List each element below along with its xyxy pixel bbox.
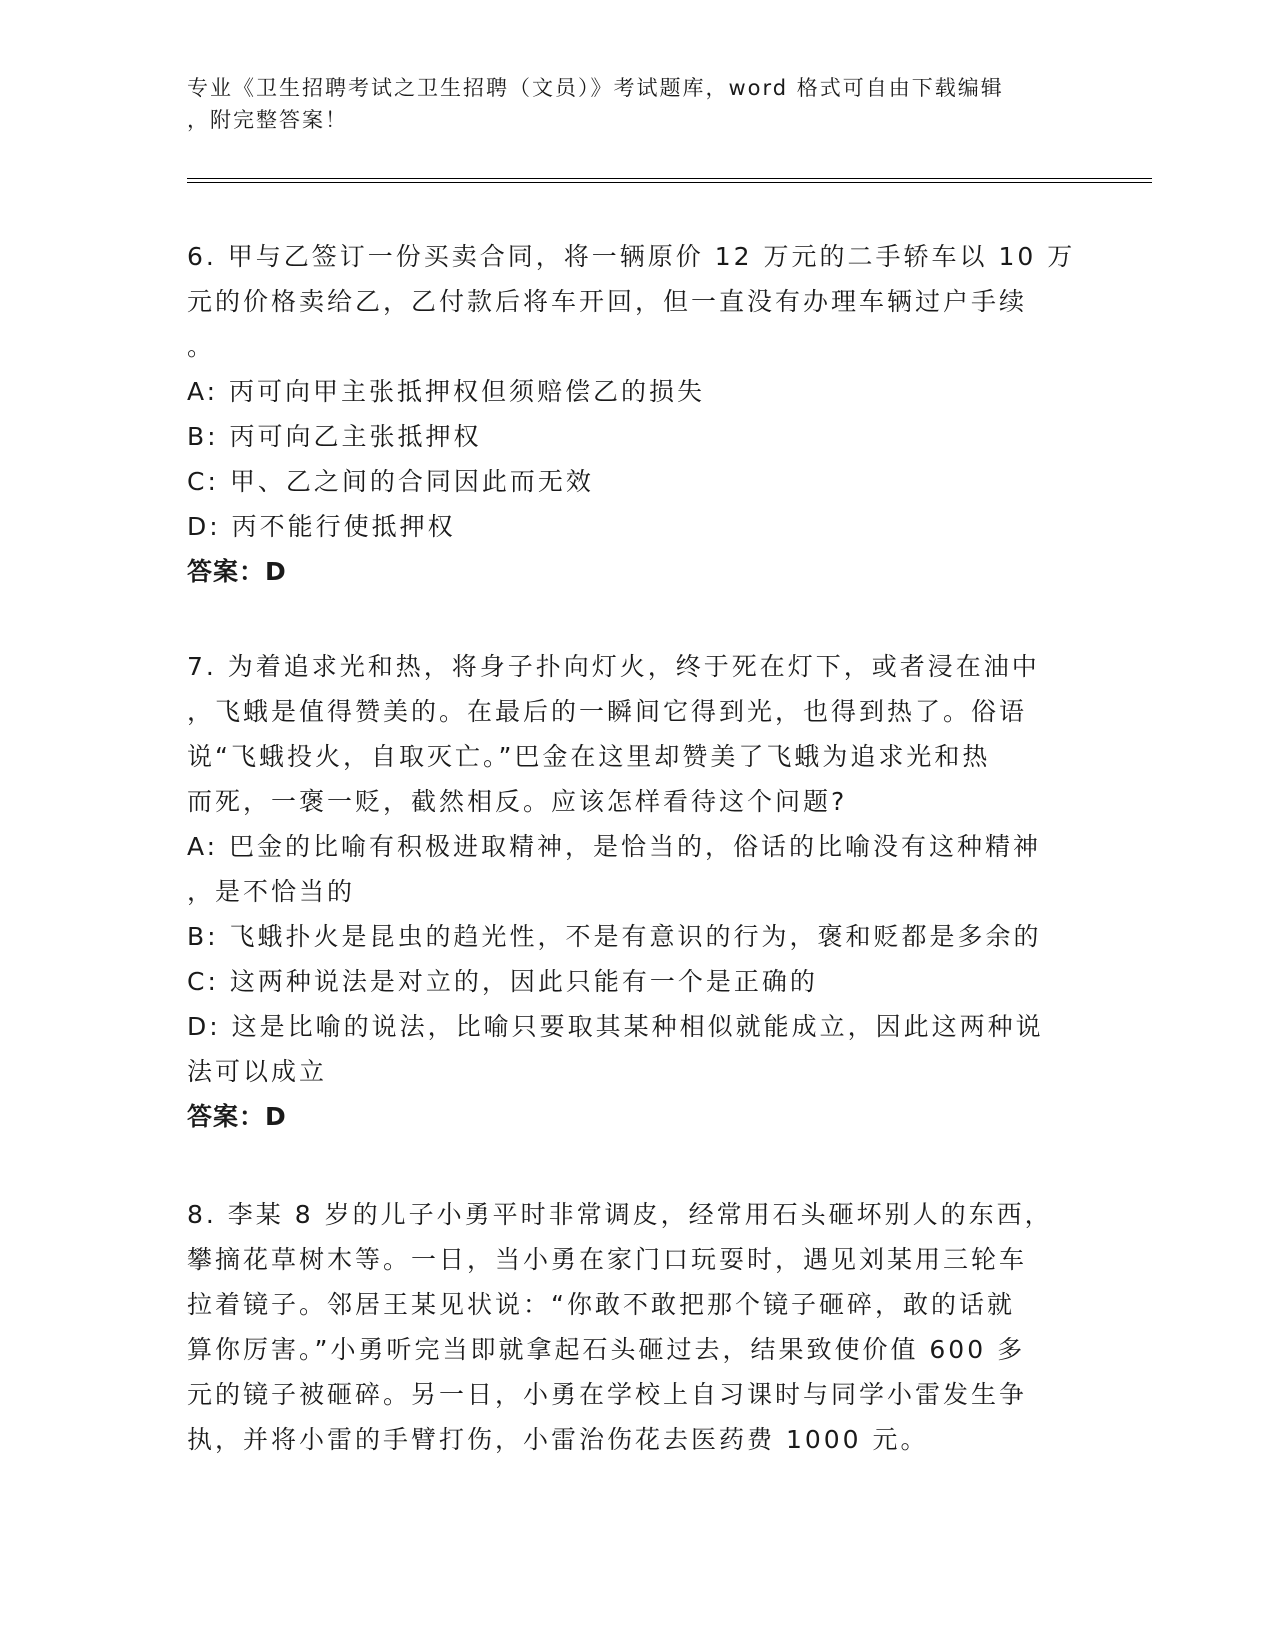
option-d: D: 丙不能行使抵押权 — [187, 512, 456, 541]
answer-label: 答案：D — [187, 557, 287, 586]
option-b: B: 飞蛾扑火是昆虫的趋光性，不是有意识的行为，褒和贬都是多余的 — [187, 922, 1042, 951]
question-stem-line: ，飞蛾是值得赞美的。在最后的一瞬间它得到光，也得到热了。俗语 — [187, 697, 1028, 726]
option-a-continued: ，是不恰当的 — [187, 877, 356, 906]
option-c: C: 甲、乙之间的合同因此而无效 — [187, 467, 594, 496]
option-d-continued: 法可以成立 — [187, 1057, 328, 1086]
question-7 — [187, 644, 1087, 1139]
header-rule-bottom — [187, 182, 1152, 183]
question-stem-line: 拉着镜子。邻居王某见状说：“你敢不敢把那个镜子砸碎，敢的话就 — [187, 1290, 1015, 1319]
option-a: A: 巴金的比喻有积极进取精神，是恰当的，俗话的比喻没有这种精神 — [187, 832, 1042, 861]
question-stem-line: 元的价格卖给乙，乙付款后将车开回，但一直没有办理车辆过户手续 — [187, 287, 1028, 316]
question-stem-line: 。 — [187, 332, 216, 361]
header-rule-top — [187, 178, 1152, 179]
option-b: B: 丙可向乙主张抵押权 — [187, 422, 482, 451]
question-stem-line: 算你厉害。”小勇听完当即就拿起石头砸过去，结果致使价值 600 多 — [187, 1335, 1026, 1364]
question-stem-line: 执，并将小雷的手臂打伤，小雷治伤花去医药费 1000 元。 — [187, 1425, 929, 1454]
question-stem-line: 而死，一褒一贬，截然相反。应该怎样看待这个问题? — [187, 787, 848, 816]
option-d: D: 这是比喻的说法，比喻只要取其某种相似就能成立，因此这两种说 — [187, 1012, 1044, 1041]
question-6 — [187, 234, 1087, 594]
question-stem-line: 攀摘花草树木等。一日，当小勇在家门口玩耍时，遇见刘某用三轮车 — [187, 1245, 1028, 1274]
option-a: A: 丙可向甲主张抵押权但须赔偿乙的损失 — [187, 377, 706, 406]
question-stem-line: 6. 甲与乙签订一份买卖合同，将一辆原价 12 万元的二手轿车以 10 万 — [187, 242, 1076, 271]
header-line: 专业《卫生招聘考试之卫生招聘（文员）》考试题库，word 格式可自由下载编辑 — [187, 76, 1004, 100]
question-stem-line: 元的镜子被砸碎。另一日，小勇在学校上自习课时与同学小雷发生争 — [187, 1380, 1028, 1409]
question-stem-line: 说“飞蛾投火，自取灭亡。”巴金在这里却赞美了飞蛾为追求光和热 — [187, 742, 991, 771]
question-stem-line: 8. 李某 8 岁的儿子小勇平时非常调皮，经常用石头砸坏别人的东西， — [187, 1200, 1053, 1229]
header-line: ，附完整答案！ — [187, 108, 348, 132]
document-header — [187, 72, 1067, 136]
question-8 — [187, 1192, 1087, 1462]
answer-label: 答案：D — [187, 1102, 287, 1131]
question-stem-line: 7. 为着追求光和热，将身子扑向灯火，终于死在灯下，或者浸在油中 — [187, 652, 1040, 681]
option-c: C: 这两种说法是对立的，因此只能有一个是正确的 — [187, 967, 818, 996]
